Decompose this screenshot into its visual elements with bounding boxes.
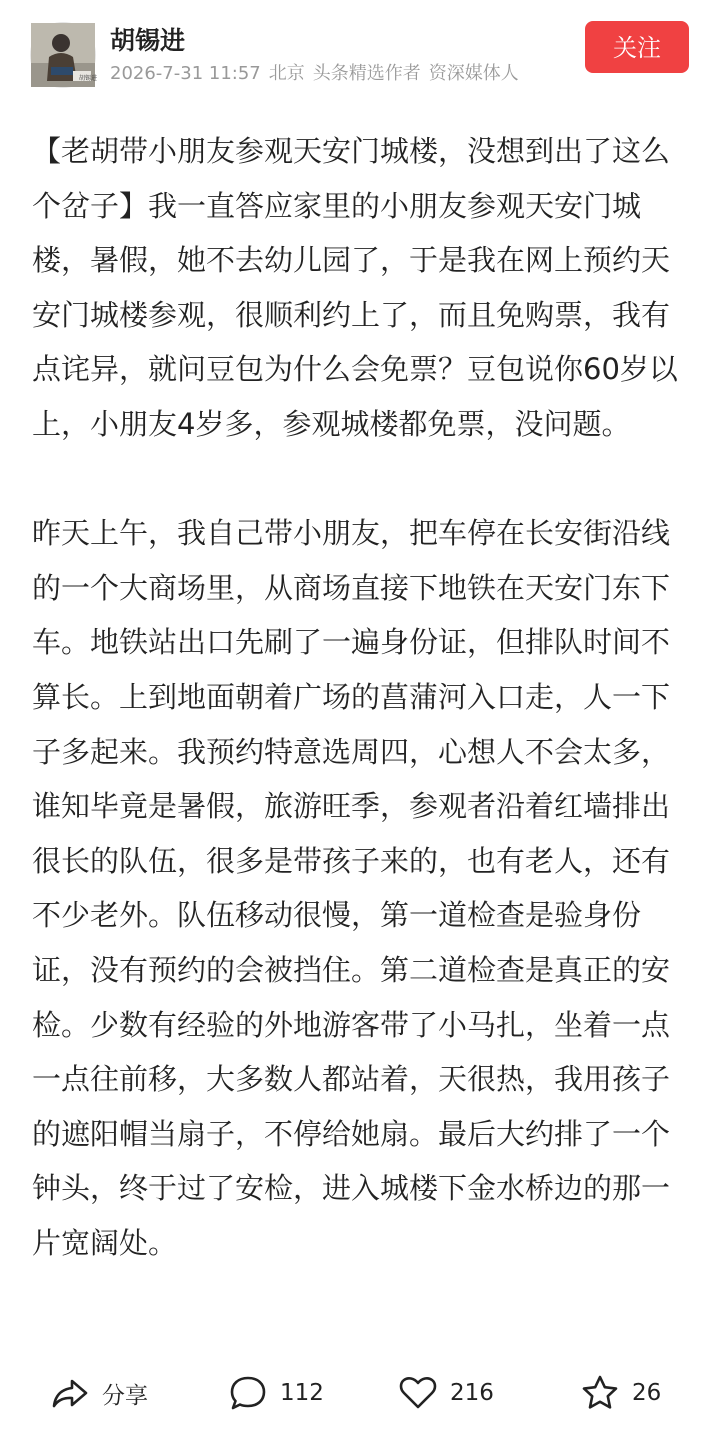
follow-button[interactable]: 关注 <box>585 21 689 73</box>
like-icon <box>398 1373 438 1413</box>
favorite-icon <box>580 1373 620 1413</box>
share-label: 分享 <box>102 1382 148 1409</box>
article-paragraph: 【老胡带小朋友参观天安门城楼，没想到出了这么个岔子】我一直答应家里的小朋友参观天安门城楼，暑假，她不去幼儿园了，于是我在网上预约天安门城楼参观，很顺利约上了，而且免购票，我有点诧异，就问豆包为什么会免票？豆包说你60岁以上，小朋友4岁多，参观城楼都免票，没问题。 <box>32 134 678 441</box>
author-badge-featured: 头条精选作者 <box>312 63 421 84</box>
favorite-button[interactable] <box>580 1370 661 1416</box>
post-meta <box>110 62 527 86</box>
share-icon <box>50 1373 90 1413</box>
comment-icon <box>228 1373 268 1413</box>
comment-count: 112 <box>280 1380 324 1406</box>
post-location: 北京 <box>268 63 305 84</box>
action-bar <box>0 1360 720 1426</box>
author-name[interactable]: 胡锡进 <box>110 26 186 55</box>
comment-button[interactable] <box>228 1370 324 1416</box>
post-date: 2026-7-31 11:57 <box>110 63 261 84</box>
like-button[interactable] <box>398 1370 494 1416</box>
avatar-photo <box>31 23 98 87</box>
share-button[interactable] <box>50 1370 148 1416</box>
avatar[interactable] <box>30 22 96 88</box>
author-badge-media: 资深媒体人 <box>428 63 519 84</box>
article-paragraph: 昨天上午，我自己带小朋友，把车停在长安街沿线的一个大商场里，从商场直接下地铁在天安门东下车。地铁站出口先刷了一遍身份证，但排队时间不算长。上到地面朝着广场的菖蒲河入口走，人一下子多起来。我预约特意选周四，心想人不会太多，谁知毕竟是暑假，旅游旺季，参观者沿着红墙排出很长的队伍，很多是带孩子来的，也有老人，还有不少老外。队伍移动很慢，第一道检查是验身份证，没有预约的会被挡住。第二道检查是真正的安检。少数有经验的外地游客带了小马扎，坐着一点一点往前移，大多数人都站着，天很热，我用孩子的遮阳帽当扇子，不停给她扇。最后大约排了一个钟头，终于过了安检，进入城楼下金水桥边的那一片宽阔处。 <box>32 516 671 1260</box>
like-count: 216 <box>450 1380 494 1406</box>
favorite-count: 26 <box>632 1380 662 1406</box>
avatar-caption: 胡锡进 <box>79 75 98 82</box>
article-body <box>32 124 692 1270</box>
post-header <box>0 0 720 100</box>
